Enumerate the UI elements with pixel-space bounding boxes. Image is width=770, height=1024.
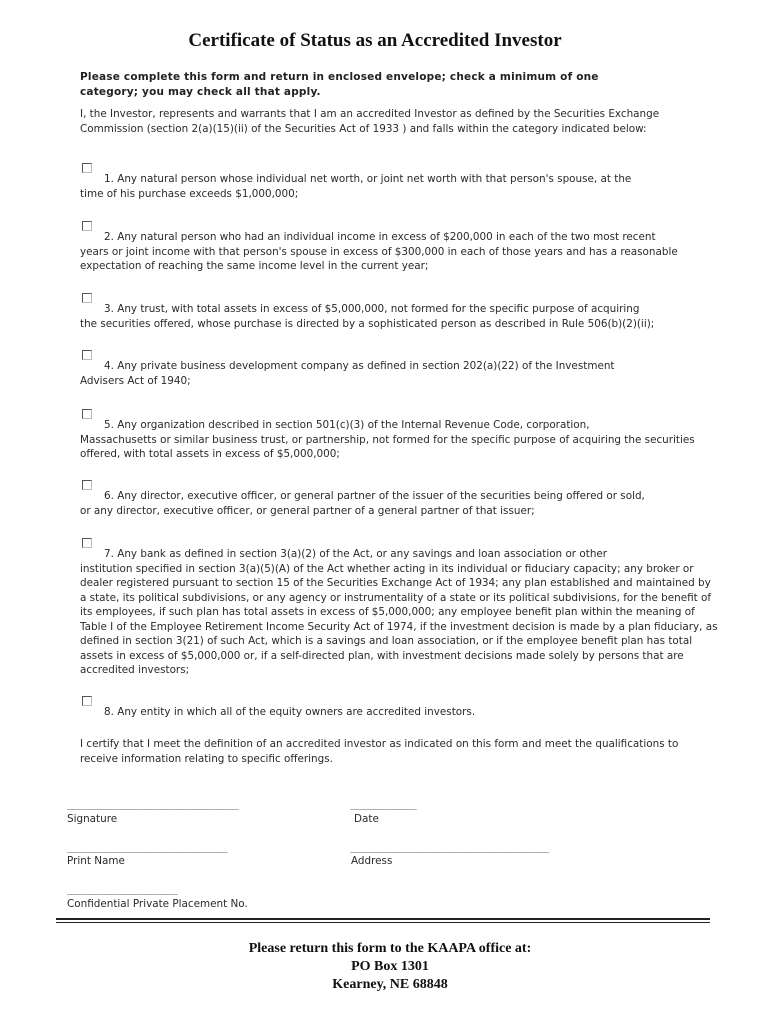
category-5-text-rest: Massachusetts or similar business trust, or partnership, not formed for the specific purpose of acquiring the securities offered, with total assets in excess of $5,000,000; (80, 433, 695, 460)
category-item-5 (80, 418, 720, 462)
category-6-checkbox[interactable] (82, 480, 92, 490)
form-title: Certificate of Status as an Accredited Investor (188, 30, 562, 51)
footer-divider-thick (56, 918, 710, 920)
category-2-text-first: 2. Any natural person who had an individual income in excess of $200,000 in each of the two most recent (104, 231, 656, 243)
category-item-1 (80, 172, 720, 201)
category-7-text-first: 7. Any bank as defined in section 3(a)(2) of the Act, or any savings and loan association or other (104, 548, 608, 560)
return-instructions: Please return this form to the KAAPA office at: (248, 941, 532, 956)
return-city-state-zip: Kearney, NE 68848 (332, 977, 448, 992)
category-5-checkbox[interactable] (82, 409, 92, 419)
certification-statement: I certify that I meet the definition of an accredited investor as indicated on this form and meet the qualifications to receive information relating to specific offerings. (80, 738, 679, 765)
category-6-text-rest: or any director, executive officer, or general partner of a general partner of that issuer; (80, 504, 535, 517)
category-1-text-rest: time of his purchase exceeds $1,000,000; (80, 187, 299, 200)
return-po-box: PO Box 1301 (351, 959, 429, 974)
date-label: Date (354, 813, 379, 825)
category-8-text-first: 8. Any entity in which all of the equity owners are accredited investors. (104, 706, 476, 718)
print-name-label: Print Name (67, 855, 125, 867)
form-instructions: Please complete this form and return in enclosed envelope; check a minimum of one category; you may check all that apply. (80, 71, 599, 98)
category-3-text-first: 3. Any trust, with total assets in excess of $5,000,000, not formed for the specific purpose of acquiring (104, 303, 640, 315)
signature-field[interactable]: _______________________________ (67, 799, 239, 810)
placement-number-label: Confidential Private Placement No. (67, 898, 248, 910)
address-field[interactable]: ____________________________________ (350, 842, 549, 853)
category-6-text-first: 6. Any director, executive officer, or general partner of the issuer of the securities being offered or sold, (104, 490, 645, 502)
print-name-field[interactable]: _____________________________ (67, 842, 228, 853)
investor-representation: I, the Investor, represents and warrants that I am an accredited Investor as defined by the Securities Exchange Commission (section 2(a)(15)(ii) of the Securities Act of 1933 ) and falls within the category indicated below: (80, 108, 660, 135)
category-7-checkbox[interactable] (82, 538, 92, 548)
category-item-3 (80, 302, 720, 331)
category-2-text-rest: years or joint income with that person's spouse in excess of $300,000 in each of those years and has a reasonable expectation of reaching the same income level in the current year; (80, 245, 678, 272)
category-4-text-rest: Advisers Act of 1940; (80, 374, 191, 387)
signature-label: Signature (67, 813, 118, 825)
category-2-checkbox[interactable] (82, 221, 92, 231)
category-4-checkbox[interactable] (82, 350, 92, 360)
category-1-checkbox[interactable] (82, 163, 92, 173)
category-4-text-first: 4. Any private business development company as defined in section 202(a)(22) of the Investment (104, 360, 615, 372)
placement-number-field[interactable]: ____________________ (67, 884, 178, 895)
category-item-4 (80, 359, 720, 388)
date-field[interactable]: ____________ (350, 799, 417, 810)
category-item-7 (80, 547, 720, 678)
category-7-text-rest: institution specified in section 3(a)(5)(A) of the Act whether acting in its individual or fiduciary capacity; any broker or dealer registered pursuant to section 15 of the Securities Exchange Act of 1934; any plan established and maintained by a state, its political subdivisions, or any agency or instrumentality of a state or its political subdivisions, for the benefit of its employees, if such plan has total assets in excess of $5,000,000; any employee benefit plan within the meaning of Table I of the Employee Retirement Income Security Act of 1974, if the investment decision is made by a plan fiduciary, as defined in section 3(21) of such Act, which is a savings and loan association, or if the employee benefit plan has total assets in excess of $5,000,000 or, if a self-directed plan, with investment decisions made solely by persons that are accredited investors; (80, 562, 718, 676)
category-3-text-rest: the securities offered, whose purchase is directed by a sophisticated person as described in Rule 506(b)(2)(ii); (80, 317, 655, 330)
category-8-checkbox[interactable] (82, 696, 92, 706)
category-3-checkbox[interactable] (82, 293, 92, 303)
category-item-8 (80, 705, 720, 720)
category-item-2 (80, 230, 720, 274)
category-item-6 (80, 489, 720, 518)
category-1-text-first: 1. Any natural person whose individual net worth, or joint net worth with that person's spouse, at the (104, 173, 632, 185)
footer-divider-thin (56, 922, 710, 923)
category-5-text-first: 5. Any organization described in section 501(c)(3) of the Internal Revenue Code, corporation, (104, 419, 590, 431)
address-label: Address (351, 855, 393, 867)
